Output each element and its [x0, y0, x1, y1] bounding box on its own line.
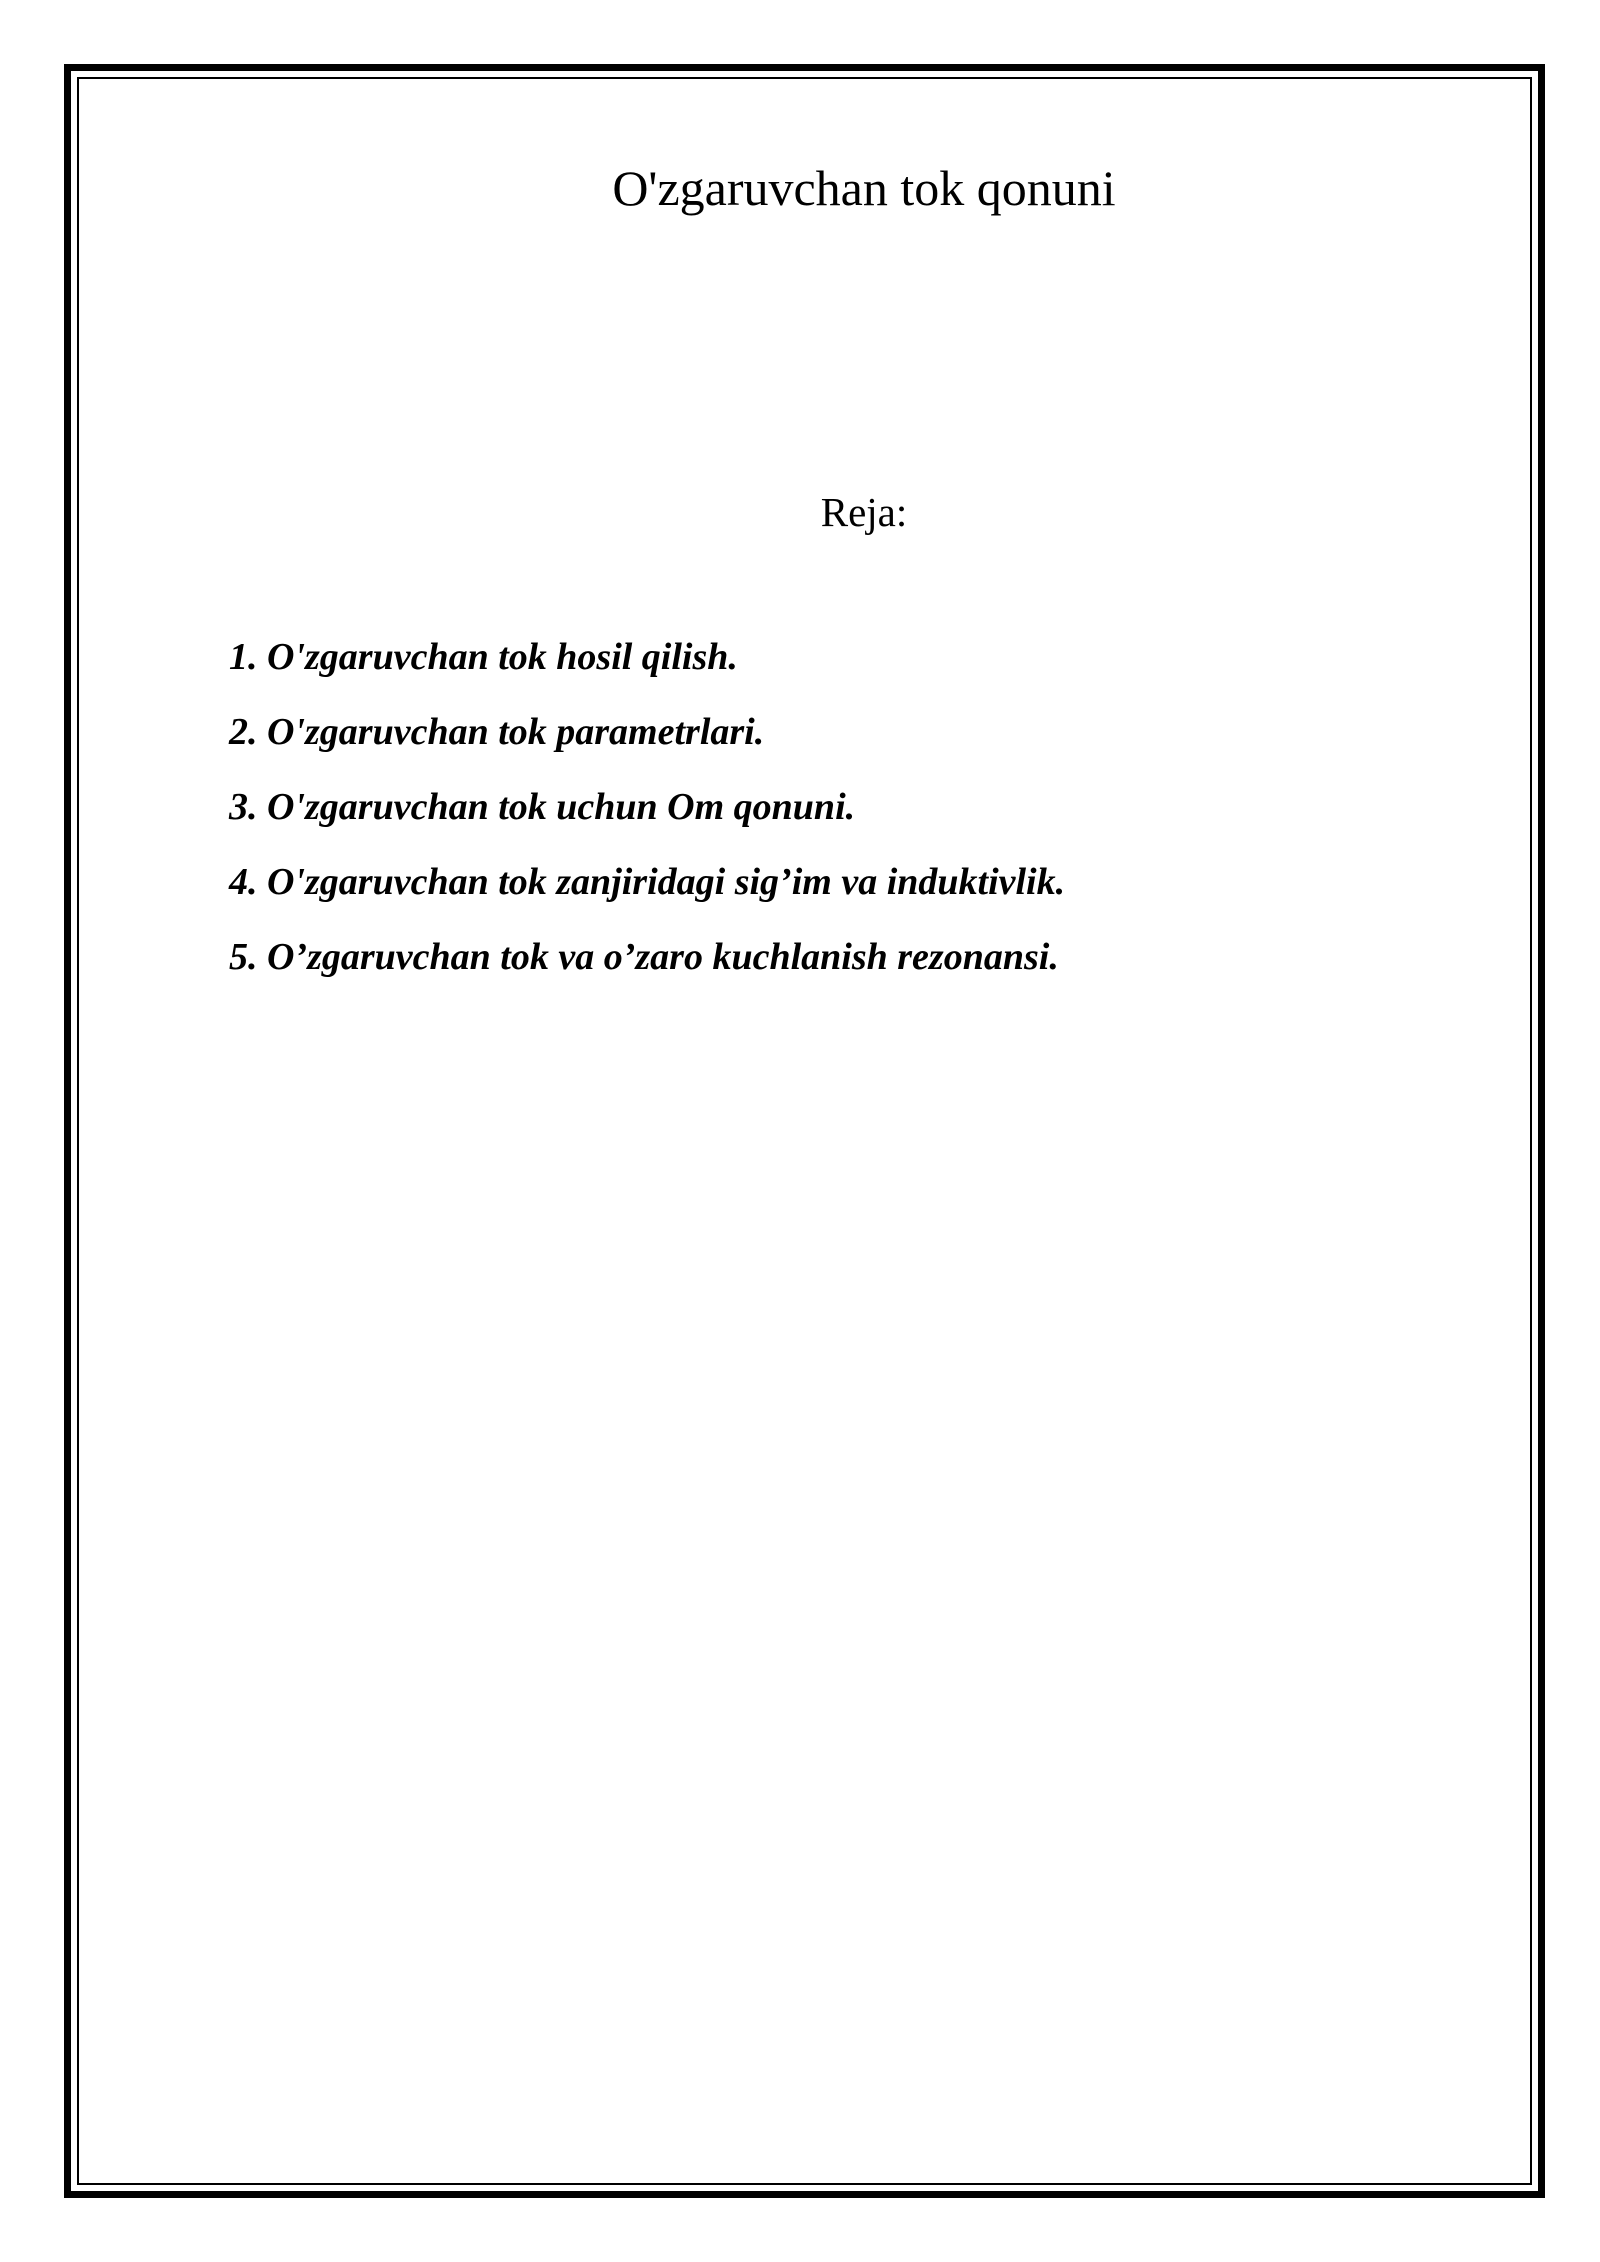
- plan-heading: Reja:: [820, 489, 908, 535]
- plan-item-1: 1. O'zgaruvchan tok hosil qilish.: [229, 636, 738, 678]
- plan-item-2: 2. O'zgaruvchan tok parametrlari.: [229, 711, 765, 753]
- plan-item-5: 5. O’zgaruvchan tok va o’zaro kuchlanish rezonansi.: [229, 936, 1059, 978]
- page-border-inner: [77, 77, 1532, 2185]
- document-title: O'zgaruvchan tok qonuni: [612, 160, 1116, 216]
- page-border: [64, 64, 1545, 2198]
- plan-item-4: 4. O'zgaruvchan tok zanjiridagi sig’im va induktivlik.: [229, 861, 1066, 903]
- plan-list: [229, 632, 1065, 1007]
- plan-item-3: 3. O'zgaruvchan tok uchun Om qonuni.: [229, 786, 856, 828]
